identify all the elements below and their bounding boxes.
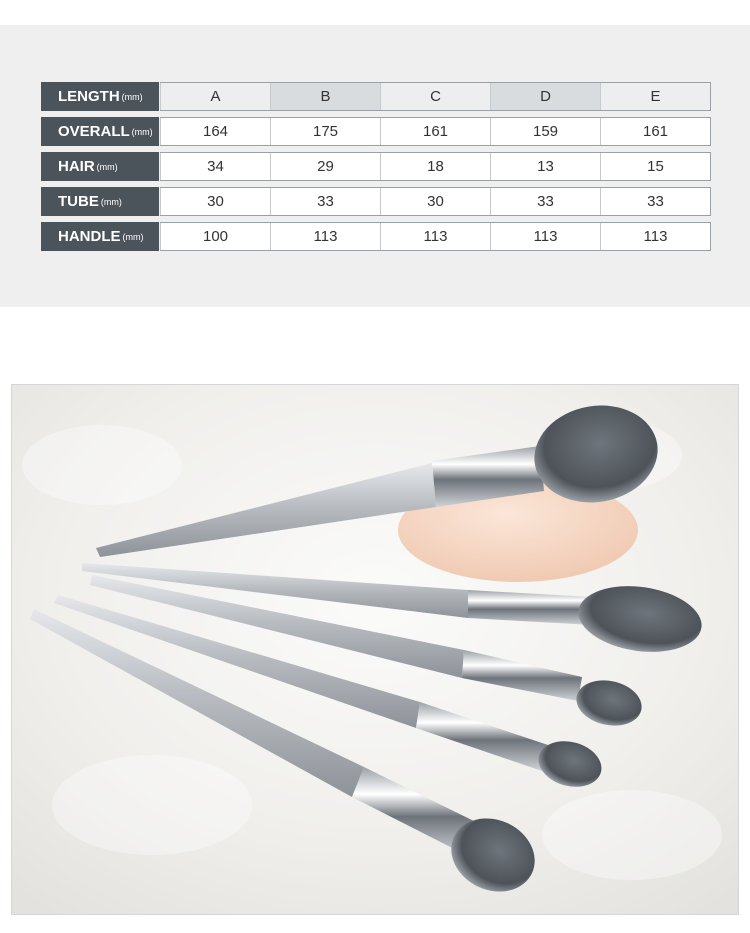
column-header-b: B <box>270 83 380 110</box>
column-header-e: E <box>600 83 710 110</box>
row-label-overall <box>41 117 159 146</box>
table-cell: 34 <box>160 153 270 180</box>
table-cell: 13 <box>490 153 600 180</box>
row-label-text: HAIR <box>58 158 95 175</box>
table-cell: 175 <box>270 118 380 145</box>
brush-set-photo <box>11 384 739 915</box>
table-row-handle <box>41 222 711 251</box>
table-row-overall <box>41 117 711 146</box>
table-cell: 113 <box>490 223 600 250</box>
unit-label: (mm) <box>122 231 144 242</box>
row-cells <box>160 117 711 146</box>
table-cell: 29 <box>270 153 380 180</box>
row-label-text: OVERALL <box>58 123 130 140</box>
row-label-handle <box>41 222 159 251</box>
table-cell: 33 <box>490 188 600 215</box>
row-label-text: HANDLE <box>58 228 121 245</box>
table-cell: 30 <box>160 188 270 215</box>
table-cell: 18 <box>380 153 490 180</box>
table-row-tube <box>41 187 711 216</box>
header-cells <box>160 82 711 111</box>
column-header-d: D <box>490 83 600 110</box>
row-label-tube <box>41 187 159 216</box>
unit-label: (mm) <box>100 196 122 207</box>
row-cells <box>160 152 711 181</box>
table-cell: 33 <box>600 188 710 215</box>
table-cell: 113 <box>270 223 380 250</box>
column-header-a: A <box>160 83 270 110</box>
table-cell: 100 <box>160 223 270 250</box>
unit-label: (mm) <box>121 91 143 102</box>
unit-label: (mm) <box>96 161 118 172</box>
table-cell: 164 <box>160 118 270 145</box>
row-label-text: TUBE <box>58 193 99 210</box>
table-cell: 15 <box>600 153 710 180</box>
table-cell: 161 <box>600 118 710 145</box>
table-cell: 161 <box>380 118 490 145</box>
table-cell: 30 <box>380 188 490 215</box>
brush-illustration <box>12 385 739 915</box>
row-label-text: LENGTH <box>58 88 120 105</box>
table-header-row <box>41 82 711 111</box>
row-cells <box>160 222 711 251</box>
table-cell: 159 <box>490 118 600 145</box>
table-cell: 113 <box>380 223 490 250</box>
table-row-hair <box>41 152 711 181</box>
row-label-length <box>41 82 159 111</box>
unit-label: (mm) <box>131 126 153 137</box>
column-header-c: C <box>380 83 490 110</box>
table-cell: 113 <box>600 223 710 250</box>
row-label-hair <box>41 152 159 181</box>
row-cells <box>160 187 711 216</box>
table-cell: 33 <box>270 188 380 215</box>
